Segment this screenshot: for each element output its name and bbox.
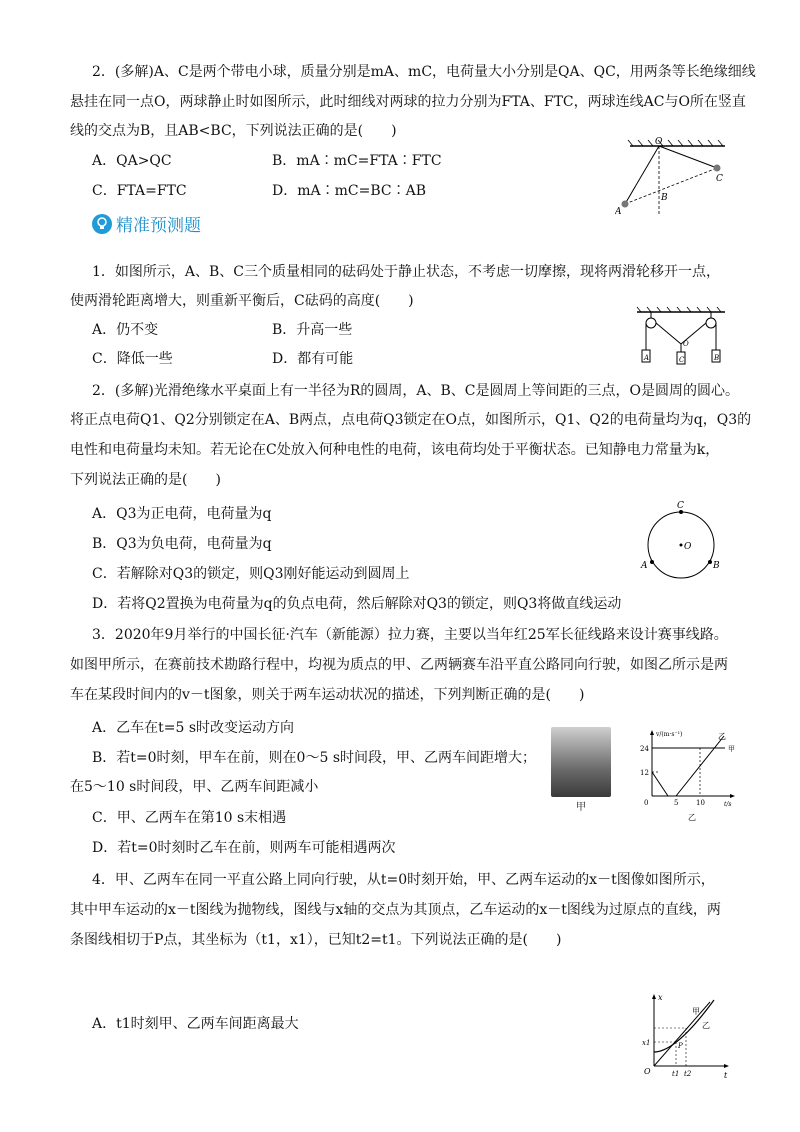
graph-axis-t: t: [724, 1071, 728, 1080]
q4-line1: 4．甲、乙两车在同一平直公路上同向行驶，从t=0时刻开始，甲、乙两车运动的x－t图像如图所示，: [92, 872, 715, 888]
q1-option-b: B．升高一些: [272, 322, 353, 338]
graph-point-p: P: [678, 1042, 683, 1050]
graph-axis-x: x: [658, 993, 663, 1002]
pulley-figure: [633, 306, 729, 368]
q2-prev-option-d: D．mA∶mC=BC∶AB: [272, 183, 426, 199]
q3-line2: 如图甲所示，在赛前技术勘路行程中，均视为质点的甲、乙两辆赛车沿平直公路同向行驶，如图乙所示是两: [70, 657, 728, 673]
fig-label-a: A: [615, 207, 622, 217]
graph-label-jia: 甲: [728, 745, 735, 753]
q2-prev-option-c: C．FTA=FTC: [92, 183, 187, 199]
q1-line2: 使两滑轮距离增大，则重新平衡后，C砝码的高度( ): [70, 293, 414, 309]
q2-prev-option-a: A．QA>QC: [92, 153, 172, 169]
graph-origin: O: [644, 1067, 651, 1076]
lightbulb-icon: [92, 214, 112, 234]
fig-label-a: A: [644, 354, 650, 362]
graph-x1: x1: [642, 1039, 651, 1047]
fig-label-c: C: [677, 501, 684, 511]
q2-option-a: A．Q3为正电荷，电荷量为q: [92, 506, 272, 522]
graph-ylabel: v/(m·s⁻¹): [656, 731, 683, 738]
race-car-photo: [551, 727, 611, 813]
graph-t1: t1: [672, 1070, 680, 1078]
circle-figure: [638, 498, 728, 584]
q2-line4: 下列说法正确的是( ): [70, 472, 221, 488]
graph-caption: 乙: [688, 813, 696, 822]
fig-label-o: O: [684, 542, 692, 552]
graph-t2: t2: [684, 1070, 692, 1078]
fig-label-o: O: [683, 340, 689, 348]
graph-label-jia: 甲: [692, 1007, 700, 1016]
fig-label-a: A: [641, 561, 648, 571]
xt-graph: [636, 992, 732, 1082]
q3-option-b2: 在5～10 s时间段，甲、乙两车间距减小: [70, 779, 319, 795]
graph-xlabel: t/s: [724, 801, 732, 808]
fig-label-b: B: [661, 193, 668, 203]
graph-label-yi: 乙: [718, 732, 726, 741]
fig-label-c: C: [679, 356, 685, 364]
q2-prev-line1: 2．(多解)A、C是两个带电小球，质量分别是mA、mC，电荷量大小分别是QA、QC，用两条等长绝缘细线: [92, 64, 756, 80]
vt-graph: [640, 728, 740, 822]
section-header: [92, 211, 201, 236]
q3-option-a: A．乙车在t=5 s时改变运动方向: [92, 720, 295, 736]
q1-option-c: C．降低一些: [92, 351, 173, 367]
q2-prev-option-b: B．mA∶mC=FTA∶FTC: [272, 153, 442, 169]
q2-prev-line3: 线的交点为B，且AB<BC，下列说法正确的是( ): [70, 123, 397, 139]
graph-tick-12: 12: [640, 769, 649, 777]
q2-prev-line2: 悬挂在同一点O，两球静止时如图所示，此时细线对两球的拉力分别为FTA、FTC，两球连线AC与O所在竖直: [70, 94, 746, 110]
q1-option-a: A．仍不变: [92, 322, 159, 338]
q4-line2: 其中甲车运动的x－t图线为抛物线，图线与x轴的交点为其顶点，乙车运动的x－t图线为过原点的直线，两: [70, 902, 721, 918]
section-title: 精准预测题: [116, 216, 201, 236]
q4-line3: 条图线相切于P点，其坐标为（t1，x1），已知t2=t1。下列说法正确的是( ): [70, 932, 562, 948]
q2-line1: 2．(多解)光滑绝缘水平桌面上有一半径为R的圆周，A、B、C是圆周上等间距的三点，O是圆周的圆心。: [92, 383, 739, 399]
q2-option-c: C．若解除对Q3的锁定，则Q3刚好能运动到圆周上: [92, 566, 410, 582]
q3-option-c: C．甲、乙两车在第10 s末相遇: [92, 810, 287, 826]
q2-line3: 电性和电荷量均未知。若无论在C处放入何种电性的电荷，该电荷均处于平衡状态。已知静电力常量为k，: [70, 442, 720, 458]
graph-tick-10: 10: [696, 799, 705, 807]
q2-option-d: D．若将Q2置换为电荷量为q的负点电荷，然后解除对Q3的锁定，则Q3将做直线运动: [92, 596, 622, 612]
fig-label-o: O: [655, 137, 663, 147]
q3-line3: 车在某段时间内的v－t图象，则关于两车运动状况的描述，下列判断正确的是( ): [70, 687, 585, 703]
fig-label-c: C: [716, 174, 723, 184]
graph-tick-24: 24: [640, 745, 649, 753]
q3-option-d: D．若t=0时刻时乙车在前，则两车可能相遇两次: [92, 840, 396, 856]
graph-tick-5: 5: [674, 799, 679, 807]
q2-line2: 将正点电荷Q1、Q2分别锁定在A、B两点，点电荷Q3锁定在O点，如图所示，Q1、Q2的电荷量均为q，Q3的: [70, 412, 752, 428]
fig-label-b: B: [713, 561, 720, 571]
q3-option-b1: B．若t=0时刻，甲车在前，则在0～5 s时间段，甲、乙两车间距增大；: [92, 750, 536, 766]
graph-origin: 0: [644, 799, 649, 807]
pendulum-figure: [615, 136, 735, 220]
photo-caption: 甲: [576, 802, 586, 813]
fig-label-b: B: [714, 354, 720, 362]
q3-line1: 3．2020年9月举行的中国长征·汽车（新能源）拉力赛，主要以当年红25军长征线路来设计赛事线路。: [92, 627, 728, 643]
q4-option-a: A．t1时刻甲、乙两车间距离最大: [92, 1016, 299, 1032]
q1-option-d: D．都有可能: [272, 351, 354, 367]
graph-label-yi: 乙: [702, 1021, 710, 1030]
q1-line1: 1．如图所示，A、B、C三个质量相同的砝码处于静止状态，不考虑一切摩擦，现将两滑轮移开一点，: [92, 264, 721, 280]
q2-option-b: B．Q3为负电荷，电荷量为q: [92, 536, 272, 552]
